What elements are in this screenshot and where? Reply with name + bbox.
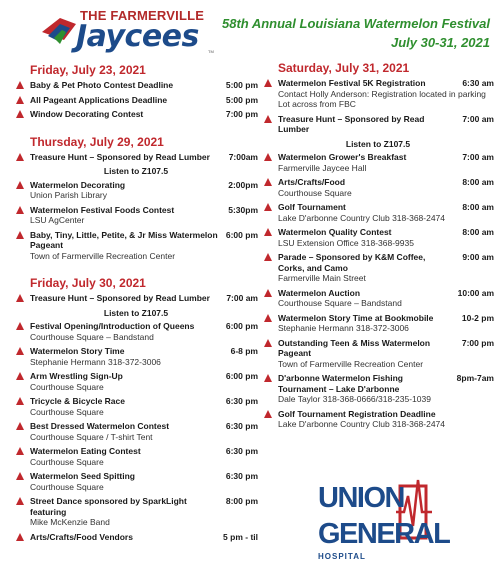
red-triangle-icon (264, 374, 272, 382)
event-location: Dale Taylor 318-368-0666/318-235-1039 (278, 394, 431, 404)
red-triangle-icon (16, 81, 24, 89)
event-time: 5 pm - til (223, 531, 258, 542)
event-location: Courthouse Square (30, 456, 104, 467)
red-triangle-icon (16, 294, 24, 302)
event-item (14, 205, 258, 226)
event-item (262, 227, 494, 248)
event-time: 7:00 am (226, 293, 258, 303)
event-location: Farmerville Main Street (278, 273, 366, 283)
event-location: Mike McKenzie Band (30, 517, 110, 527)
red-triangle-icon (16, 372, 24, 380)
event-name: Treasure Hunt – Sponsored by Read Lumber (30, 151, 210, 162)
event-name: Watermelon Decorating (30, 179, 126, 190)
event-item (262, 252, 494, 284)
event-name: Golf Tournament Registration Deadline (278, 408, 436, 419)
red-triangle-icon (16, 322, 24, 330)
event-location: Union Parish Library (30, 190, 108, 200)
red-triangle-icon (16, 422, 24, 430)
event-item (262, 202, 494, 223)
day-heading-thu29: Thursday, July 29, 2021 (30, 134, 164, 149)
event-item (262, 288, 494, 309)
event-location: Lake D'arbonne Country Club 318-368-2474 (278, 212, 446, 223)
event-name: Baby, Tiny, Little, Petite, & Jr Miss Watermelon Pageant (30, 229, 218, 250)
event-name: Outstanding Teen & Miss Watermelon Pageant (278, 337, 431, 358)
event-item (14, 471, 258, 492)
event-location: Courthouse Square / T-shirt Tent (30, 431, 153, 442)
event-name: Baby & Pet Photo Contest Deadline (30, 80, 174, 90)
event-location: Stephanie Hermann 318-372-3006 (278, 323, 409, 333)
event-item (14, 421, 258, 442)
red-triangle-icon (16, 472, 24, 480)
radio-note: Listen to Z107.5 (103, 166, 169, 176)
event-name: Arts/Crafts/Food (278, 177, 346, 187)
red-triangle-icon (264, 253, 272, 261)
red-triangle-icon (16, 153, 24, 161)
event-location: Courthouse Square – Bandstand (278, 298, 402, 308)
event-time: 8:00 am (462, 177, 494, 187)
red-triangle-icon (16, 181, 24, 189)
event-time: 10:00 am (457, 287, 494, 298)
logo-main-text: Jaycees (76, 19, 199, 54)
event-time: 7:00 am (462, 113, 494, 124)
event-location: Contact Holly Anderson: Registration located in parking Lot across from FBC (278, 88, 486, 109)
day-heading-fri30: Friday, July 30, 2021 (30, 276, 146, 290)
event-name: Watermelon Eating Contest (30, 446, 141, 456)
event-name: Best Dressed Watermelon Contest (30, 421, 170, 431)
event-item (14, 95, 258, 106)
event-time: 6:00 pm (225, 371, 258, 381)
sponsor-line3: HOSPITAL (318, 552, 366, 561)
event-item (14, 446, 258, 467)
sponsor-logo (318, 476, 488, 560)
red-triangle-icon (264, 289, 272, 297)
red-triangle-icon (264, 203, 272, 211)
jaycees-logo (40, 8, 220, 60)
event-location: Town of Farmerville Recreation Center (30, 250, 176, 261)
event-time: 7:00am (228, 151, 258, 162)
event-time: 7:00 pm (225, 109, 258, 119)
red-triangle-icon (16, 110, 24, 118)
event-location: Farmerville Jaycee Hall (278, 162, 367, 173)
event-time: 8:00 am (462, 227, 494, 237)
event-name: Arm Wrestling Sign-Up (30, 371, 123, 381)
event-item (262, 152, 494, 173)
red-triangle-icon (16, 447, 24, 455)
event-item (262, 78, 494, 110)
event-time: 6:30 pm (225, 421, 258, 431)
event-time: 6-8 pm (230, 346, 258, 356)
event-name: Treasure Hunt – Sponsored by Read Lumber (278, 113, 425, 134)
event-item (14, 346, 258, 367)
event-time: 6:30 pm (225, 446, 258, 456)
red-triangle-icon (264, 228, 272, 236)
event-time: 8:00 am (462, 202, 494, 212)
event-item (14, 80, 258, 91)
event-item (262, 114, 494, 135)
event-item (14, 152, 258, 163)
event-time: 5:30pm (228, 204, 258, 215)
event-item (14, 371, 258, 392)
event-time: 8pm-7am (456, 373, 494, 383)
red-triangle-icon (16, 497, 24, 505)
event-name: Watermelon Festival 5K Registration (278, 78, 426, 88)
event-time: 6:00 pm (225, 229, 258, 240)
event-time: 6:00 pm (225, 321, 258, 331)
sponsor-line1: UNION (318, 482, 404, 514)
day-heading-fri23: Friday, July 23, 2021 (30, 63, 146, 77)
event-time: 8:00 pm (225, 496, 258, 506)
event-item (14, 396, 258, 417)
event-name: Watermelon Grower's Breakfast (278, 152, 407, 162)
event-item (262, 373, 494, 405)
event-name: Parade – Sponsored by K&M Coffee, Corks, and Camo (278, 252, 426, 273)
day-heading-sat31: Saturday, July 31, 2021 (278, 61, 410, 75)
event-name: Tricycle & Bicycle Race (30, 396, 125, 406)
event-time: 5:00 pm (225, 80, 258, 90)
event-item (262, 338, 494, 370)
event-time: 5:00 pm (225, 94, 258, 105)
event-location: Stephanie Hermann 318-372-3006 (30, 356, 161, 367)
event-time: 6:30 am (462, 78, 494, 88)
jaycees-emblem-icon (40, 10, 78, 50)
event-name: Watermelon Quality Contest (278, 227, 392, 237)
festival-title-line1: 58th Annual Louisiana Watermelon Festival (221, 16, 490, 31)
event-time: 7:00 pm (461, 337, 494, 348)
red-triangle-icon (264, 79, 272, 87)
event-location: LSU AgCenter (30, 215, 85, 225)
event-name: Golf Tournament (278, 202, 346, 212)
event-item (14, 230, 258, 262)
event-item (14, 532, 258, 543)
red-triangle-icon (16, 397, 24, 405)
red-triangle-icon (264, 115, 272, 123)
event-item (14, 321, 258, 342)
event-time: 6:30 pm (225, 396, 258, 406)
event-name: Window Decorating Contest (30, 109, 144, 119)
event-time: 6:30 pm (225, 471, 258, 481)
event-location: LSU Extension Office 318-368-9935 (278, 237, 414, 248)
event-item (262, 177, 494, 198)
right-column (262, 58, 494, 434)
event-location: Lake D'arbonne Country Club 318-368-2474 (278, 419, 446, 429)
event-location: Courthouse Square (30, 481, 104, 492)
event-name: Arts/Crafts/Food Vendors (30, 531, 133, 542)
radio-note: Listen to Z107.5 (103, 307, 169, 318)
event-location: Courthouse Square (30, 381, 104, 392)
event-name: Watermelon Story Time (30, 346, 125, 356)
event-location: Town of Farmerville Recreation Center (278, 358, 424, 369)
red-triangle-icon (16, 96, 24, 104)
event-name: Watermelon Festival Foods Contest (30, 204, 175, 215)
event-item (14, 109, 258, 120)
sponsor-line2: GENERAL (318, 518, 450, 550)
red-triangle-icon (16, 206, 24, 214)
event-location: Courthouse Square – Bandstand (30, 331, 154, 342)
red-triangle-icon (264, 314, 272, 322)
left-column (14, 60, 258, 546)
event-time: 7:00 am (462, 152, 494, 162)
event-item (262, 313, 494, 334)
event-item (262, 409, 494, 430)
event-item (14, 293, 258, 304)
event-location: Courthouse Square (278, 187, 352, 198)
red-triangle-icon (16, 231, 24, 239)
event-name: Treasure Hunt – Sponsored by Read Lumber (30, 293, 210, 303)
event-time: 10-2 pm (461, 312, 494, 323)
red-triangle-icon (16, 347, 24, 355)
radio-note: Listen to Z107.5 (345, 138, 411, 149)
event-location: Courthouse Square (30, 406, 104, 417)
event-time: 2:00pm (228, 179, 258, 190)
event-time: 9:00 am (462, 252, 494, 262)
event-name: Festival Opening/Introduction of Queens (30, 321, 195, 331)
red-triangle-icon (264, 339, 272, 347)
event-item (14, 496, 258, 528)
logo-top-text: THE FARMERVILLE (80, 8, 205, 23)
event-name: Watermelon Story Time at Bookmobile (278, 312, 434, 323)
logo-trademark: TM (208, 49, 214, 54)
festival-title-line2: July 30-31, 2021 (390, 35, 490, 50)
event-item (14, 180, 258, 201)
red-triangle-icon (264, 410, 272, 418)
red-triangle-icon (16, 533, 24, 541)
red-triangle-icon (264, 153, 272, 161)
festival-title (222, 14, 490, 52)
event-name: Street Dance sponsored by SparkLight featuring (30, 496, 187, 517)
event-name: All Pageant Applications Deadline (30, 94, 168, 105)
event-name: Watermelon Seed Spitting (30, 471, 136, 481)
red-triangle-icon (264, 178, 272, 186)
event-name: Watermelon Auction (278, 287, 361, 298)
event-name: D'arbonne Watermelon Fishing Tournament – Lake D'arbonne (278, 373, 403, 394)
